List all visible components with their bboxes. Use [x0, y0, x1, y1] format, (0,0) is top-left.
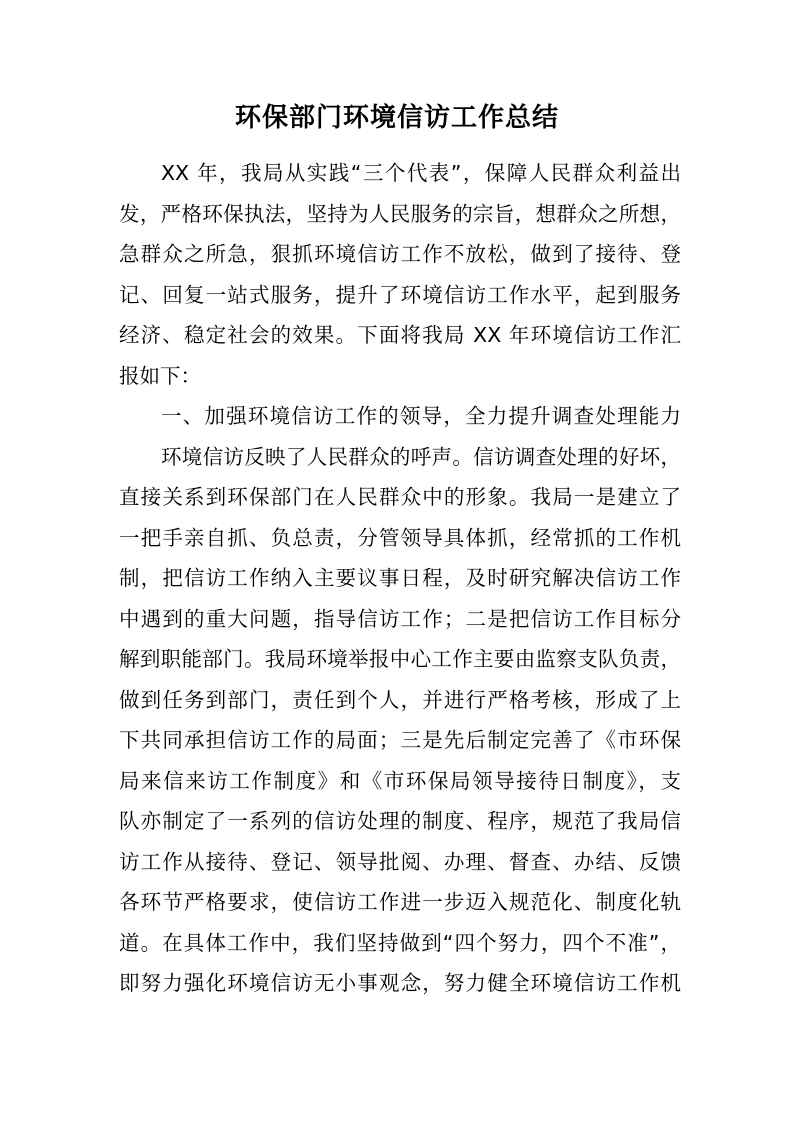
paragraph-2-line: 队亦制定了一系列的信访处理的制度、程序，规范了我局信	[119, 809, 681, 833]
paragraph-1-line: 报如下：	[119, 363, 201, 388]
paragraph-2-line: 中遇到的重大问题，指导信访工作；二是把信访工作目标分	[119, 606, 681, 631]
paragraph-2-line: 做到任务到部门，责任到个人，并进行严格考核，形成了上	[119, 687, 681, 712]
document-body	[119, 153, 681, 1004]
paragraph-2-line: 局来信来访工作制度》和《市环保局领导接待日制度》，支	[119, 768, 681, 793]
paragraph-1-line: XX 年，我局从实践“三个代表”，保障人民群众利益出	[161, 161, 681, 185]
paragraph-2-line: 各环节严格要求，使信访工作进一步迈入规范化、制度化轨	[119, 890, 681, 914]
paragraph-1-line: 发，严格环保执法，坚持为人民服务的宗旨，想群众之所想，	[119, 201, 681, 226]
paragraph-2-line: 即努力强化环境信访无小事观念，努力健全环境信访工作机	[119, 971, 681, 995]
paragraph-2-line: 制，把信访工作纳入主要议事日程，及时研究解决信访工作	[119, 566, 681, 590]
paragraph-2-line: 直接关系到环保部门在人民群众中的形象。我局一是建立了	[119, 485, 681, 509]
paragraph-2-line: 道。在具体工作中，我们坚持做到“四个努力，四个不准”，	[119, 930, 681, 955]
paragraph-2-line: 解到职能部门。我局环境举报中心工作主要由监察支队负责，	[119, 647, 681, 671]
paragraph-2-line: 一把手亲自抓、负总责，分管领导具体抓，经常抓的工作机	[119, 525, 681, 550]
paragraph-1-line: 经济、稳定社会的效果。下面将我局 XX 年环境信访工作汇	[119, 323, 681, 347]
paragraph-2-line: 环境信访反映了人民群众的呼声。信访调查处理的好坏，	[161, 444, 681, 469]
paragraph-1-line: 记、回复一站式服务，提升了环境信访工作水平，起到服务	[119, 282, 681, 307]
paragraph-1-line: 急群众之所急，狠抓环境信访工作不放松，做到了接待、登	[119, 242, 681, 266]
section-1-heading: 一、加强环境信访工作的领导，全力提升调查处理能力	[161, 404, 681, 428]
document-title: 环保部门环境信访工作总结	[234, 103, 559, 133]
paragraph-2-line: 下共同承担信访工作的局面；三是先后制定完善了《市环保	[119, 728, 681, 752]
paragraph-2-line: 访工作从接待、登记、领导批阅、办理、督查、办结、反馈	[119, 849, 681, 874]
